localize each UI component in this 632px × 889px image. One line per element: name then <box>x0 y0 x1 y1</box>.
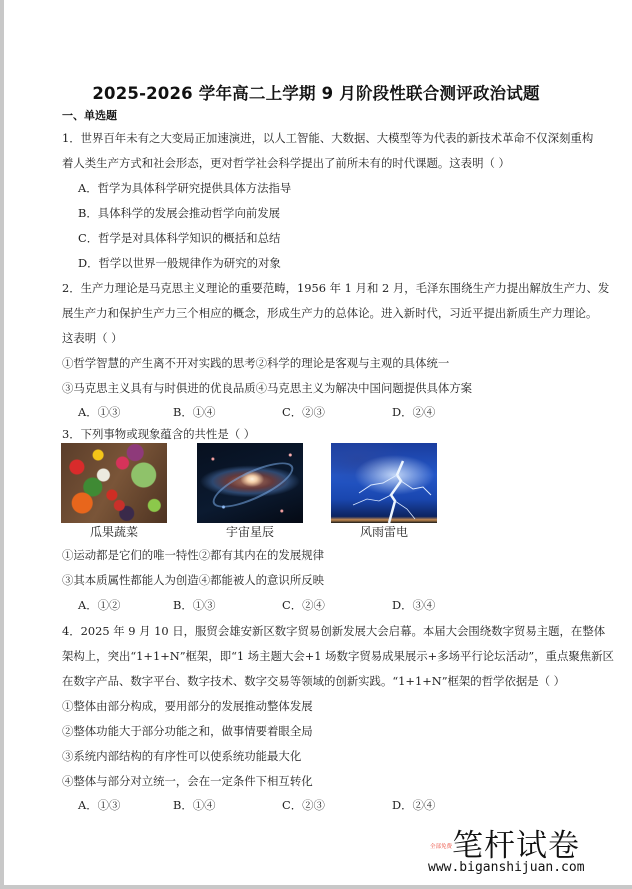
choice-a[interactable]: A．①③ <box>78 405 121 419</box>
choice-b[interactable]: B．①④ <box>173 405 216 419</box>
image-caption: 宇宙星辰 <box>225 525 274 539</box>
choice-c[interactable]: C．②③ <box>282 405 325 419</box>
lightning-image <box>331 443 437 523</box>
statement-line: ①整体由部分构成，要用部分的发展推动整体发展 <box>62 699 313 713</box>
question-stem-line: 2．生产力理论是马克思主义理论的重要范畴，1956 年 1 月和 2 月，毛泽东围绕生产力提出解放生产力、发 <box>62 281 610 295</box>
statement-line: ③马克思主义具有与时俱进的优良品质④马克思主义为解决中国问题提供具体方案 <box>62 381 473 395</box>
statement-line: ③系统内部结构的有序性可以使系统功能最大化 <box>62 749 302 763</box>
question-stem-line: 1．世界百年未有之大变局正加速演进，以人工智能、大数据、大模型等为代表的新技术革命不仅深刻重构 <box>62 131 594 145</box>
question-stem-line: 这表明（ ） <box>62 331 123 345</box>
choice-b[interactable]: B．①③ <box>173 598 216 612</box>
statement-line: ①哲学智慧的产生离不开对实践的思考②科学的理论是客观与主观的具体统一 <box>62 356 450 370</box>
statement-line: ④整体与部分对立统一，会在一定条件下相互转化 <box>62 774 313 788</box>
choice-c[interactable]: C．②④ <box>282 598 325 612</box>
watermark-logo[interactable] <box>430 820 590 880</box>
question-stem-line: 3．下列事物或现象蕴含的共性是（ ） <box>62 427 256 441</box>
statement-line: ①运动都是它们的唯一特性②都有其内在的发展规律 <box>62 548 324 562</box>
lightning-bolt-icon <box>331 443 437 523</box>
statement-line: ②整体功能大于部分功能之和，做事情要着眼全局 <box>62 724 313 738</box>
bottom-page-border <box>0 885 632 889</box>
option-b[interactable]: B．具体科学的发展会推动哲学向前发展 <box>78 206 281 220</box>
statement-line: ③其本质属性都能人为创造④都能被人的意识所反映 <box>62 573 324 587</box>
free-tag: 全部免费 <box>430 844 453 850</box>
choice-d[interactable]: D．②④ <box>392 405 436 419</box>
left-page-border <box>0 0 4 889</box>
brand-name: 笔杆试卷 <box>452 828 580 864</box>
exam-title: 2025-2026 学年高二上学期 9 月阶段性联合测评政治试题 <box>92 84 540 103</box>
option-c[interactable]: C．哲学是对具体科学知识的概括和总结 <box>78 231 281 245</box>
image-caption: 瓜果蔬菜 <box>89 525 138 539</box>
choice-a[interactable]: A．①③ <box>78 798 121 812</box>
choice-b[interactable]: B．①④ <box>173 798 216 812</box>
vegetables-image <box>61 443 167 523</box>
brand-url[interactable]: www.biganshijuan.com <box>428 860 585 875</box>
question-stem-line: 着人类生产方式和社会形态，更对哲学社会科学提出了前所未有的时代课题。这表明（ ） <box>62 156 510 170</box>
choice-a[interactable]: A．①② <box>78 598 121 612</box>
choice-d[interactable]: D．③④ <box>392 598 436 612</box>
option-a[interactable]: A．哲学为具体科学研究提供具体方法指导 <box>78 181 292 195</box>
question-stem-line: 架构上，突出“1+1+N”框架，即“1 场主题大会+1 场数字贸易成果展示+多场平行论坛活动”，重点聚焦新区 <box>62 649 614 663</box>
choice-c[interactable]: C．②③ <box>282 798 325 812</box>
option-d[interactable]: D．哲学以世界一般规律作为研究的对象 <box>78 256 281 270</box>
question-stem-line: 展生产力和保护生产力三个相应的概念，形成生产力的总体论。进入新时代，习近平提出新质生产力理论。 <box>62 306 598 320</box>
galaxy-image <box>197 443 303 523</box>
section-heading: 一、单选题 <box>62 109 117 122</box>
question-stem-line: 4．2025 年 9 月 10 日，服贸会雄安新区数字贸易创新发展大会启幕。本届大会围绕数字贸易主题，在整体 <box>62 624 606 638</box>
choice-d[interactable]: D．②④ <box>392 798 436 812</box>
image-caption: 风雨雷电 <box>359 525 408 539</box>
question-stem-line: 在数字产品、数字平台、数字技术、数字交易等领域的创新实践。“1+1+N”框架的哲学依据是（ ） <box>62 674 566 688</box>
